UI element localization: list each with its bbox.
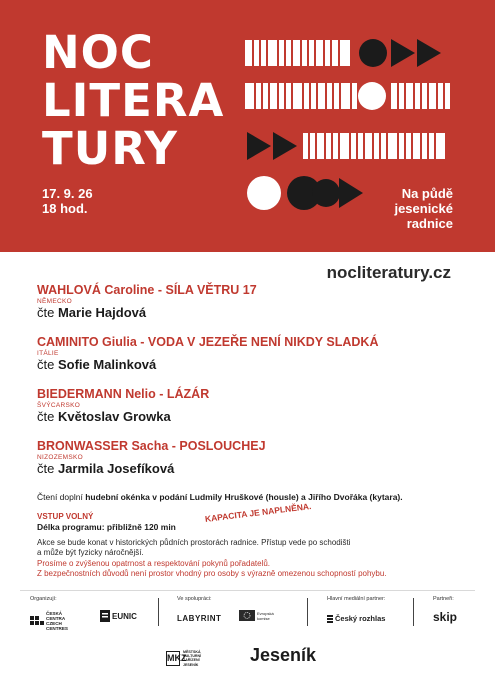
cesky-rozhlas-logo <box>327 614 385 623</box>
media-partner-group <box>327 596 417 630</box>
mkz-letter-box: MKZ <box>166 651 180 666</box>
free-entry-label: VSTUP VOLNÝ <box>37 512 94 521</box>
reads-word: čte <box>37 409 55 424</box>
eu-commission-text: Evropská komise <box>257 610 274 621</box>
eu-flag-icon <box>239 610 255 621</box>
partner-separator <box>158 598 159 626</box>
partner-separator <box>307 598 308 626</box>
reader-line <box>37 461 266 476</box>
venue-line-1: Na půdě <box>401 186 453 201</box>
note-line: a může být fyzicky náročnější. <box>37 548 144 558</box>
partner-group <box>433 596 479 630</box>
reading-entry <box>37 283 257 320</box>
rozhlas-text: Český rozhlas <box>335 614 386 623</box>
partners-strip <box>20 596 480 630</box>
reads-word: čte <box>37 461 55 476</box>
note-line: Akce se bude konat v historických půdních prostorách radnice. Přístup vede po schodišti <box>37 538 351 547</box>
eunic-text: EUNIC <box>112 611 137 621</box>
reads-word: čte <box>37 305 55 320</box>
organizer-footer <box>0 642 495 675</box>
mkz-logo <box>166 650 205 667</box>
author-country: ŠVÝCARSKO <box>37 402 81 409</box>
czech-centres-logo <box>30 611 76 631</box>
author-country: NĚMECKO <box>37 298 72 305</box>
header-banner <box>0 0 495 252</box>
reading-entry <box>37 387 209 424</box>
partner-separator <box>413 598 414 626</box>
music-note <box>37 492 403 502</box>
mkz-caption: MĚSTSKÁ KULTURNÍ ZAŘÍZENÍ JESENÍK <box>183 650 202 667</box>
reader-name: Sofie Malinková <box>57 357 157 372</box>
event-date: 17. 9. 26 <box>42 186 93 201</box>
warning-line: Prosíme o zvýšenou opatrnost a respektování pokynů pořadatelů. <box>37 558 271 568</box>
czech-centres-icon <box>30 616 44 626</box>
website-link[interactable]: nocliteratury.cz <box>326 263 451 282</box>
czech-centres-text: ČESKÁ CENTRA CZECH CENTRES <box>46 611 68 631</box>
author-book-title: BRONWASSER Sacha - POSLOUCHEJ <box>37 439 266 453</box>
author-book-title: BIEDERMANN Nelio - LÁZÁR <box>37 387 210 401</box>
warning-line: Z bezpečnostních důvodů není prostor vhodný pro osoby s výrazně omezenou schopností pohybu. <box>37 568 387 578</box>
author-country: ITÁLIE <box>37 350 59 357</box>
title-line-3: TURY <box>42 122 179 175</box>
labyrint-logo: LABYRINT <box>177 614 222 623</box>
music-prefix: Čtení doplní <box>37 492 86 502</box>
author-book-title: CAMINITO Giulia - VODA V JEZEŘE NENÍ NIKDY SLADKÁ <box>37 335 379 349</box>
divider <box>20 590 475 591</box>
reader-name: Květoslav Growka <box>57 409 171 424</box>
venue-line-2: jesenické <box>394 201 453 216</box>
reading-entry <box>37 335 378 372</box>
cooperation-label: Ve spolupráci: <box>177 596 212 602</box>
organizers-label: Organizují: <box>30 596 57 602</box>
event-date-time <box>42 186 93 216</box>
title-line-1: NOC <box>42 26 154 79</box>
reader-name: Jarmila Josefíková <box>57 461 175 476</box>
skip-logo: skip <box>433 610 458 624</box>
mkz-letters <box>166 651 187 666</box>
jesenik-logo: Jeseník <box>250 645 317 665</box>
music-performers: hudební okénka v podání Ludmily Hruškové (housle) a Jiřího Dvořáka (kytara). <box>85 492 403 502</box>
eu-commission-logo <box>239 610 279 621</box>
access-notes <box>37 538 387 579</box>
rozhlas-icon <box>327 615 333 623</box>
event-venue <box>394 186 453 231</box>
organizers-group <box>30 596 150 630</box>
media-partner-label: Hlavní mediální partner: <box>327 596 386 602</box>
reader-name: Marie Hajdová <box>57 305 147 320</box>
reading-entry <box>37 439 266 476</box>
eunic-logo <box>100 610 137 622</box>
reader-line <box>37 409 209 424</box>
cooperation-group <box>177 596 307 630</box>
reader-line <box>37 357 378 372</box>
author-book-title: WAHLOVÁ Caroline - SÍLA VĚTRU 17 <box>37 283 257 297</box>
capacity-full-stamp: KAPACITA JE NAPLNĚNA. <box>204 500 312 524</box>
reader-line <box>37 305 257 320</box>
venue-line-3: radnice <box>406 216 453 231</box>
event-time: 18 hod. <box>42 201 88 216</box>
title-line-2: LITERA <box>42 74 225 127</box>
eunic-icon <box>100 610 110 622</box>
program-duration: Délka programu: přibližně 120 min <box>37 522 176 532</box>
reads-word: čte <box>37 357 55 372</box>
author-country: NIZOZEMSKO <box>37 454 83 461</box>
partner-label: Partneři: <box>433 596 454 602</box>
